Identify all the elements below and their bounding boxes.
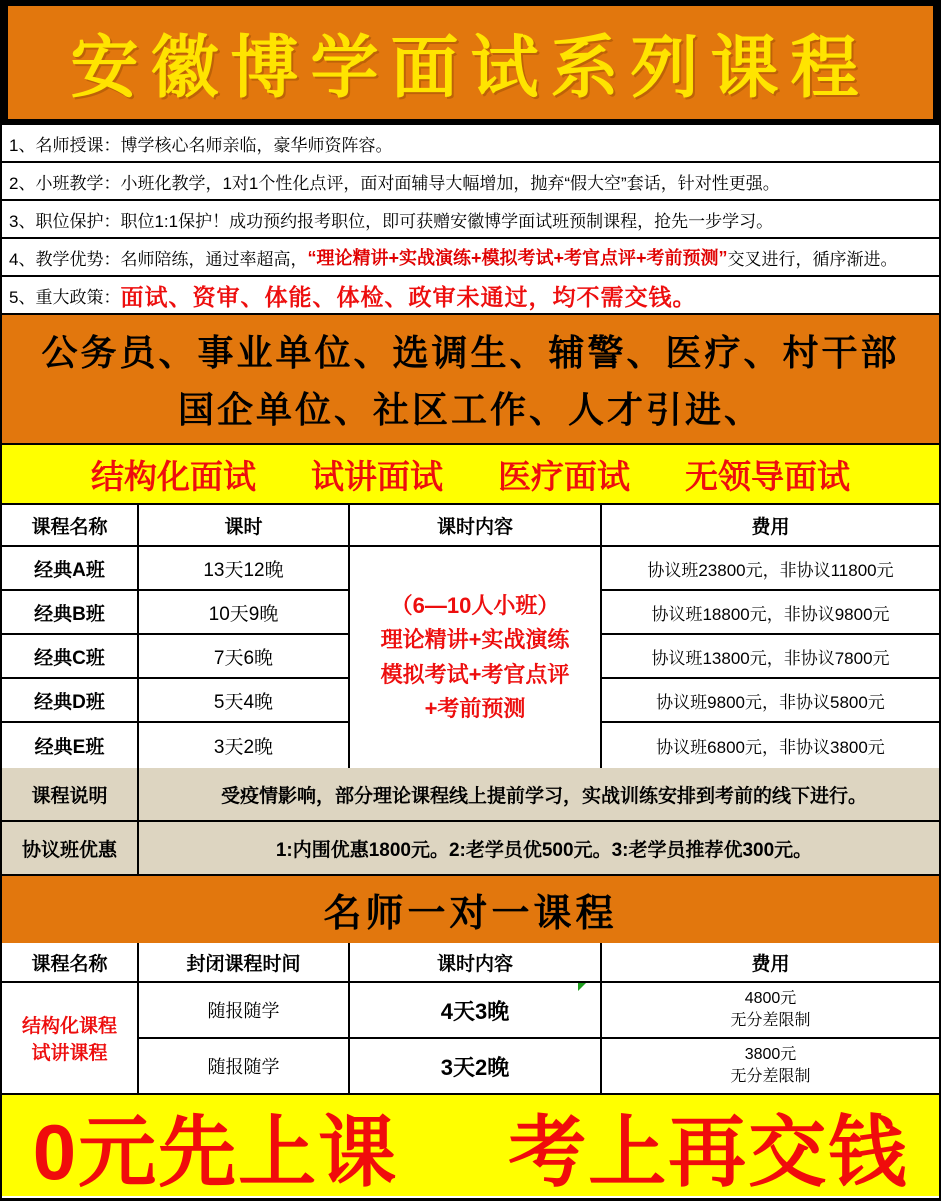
oo-fee-2	[602, 1039, 939, 1093]
feature-label: 1、名师授课：	[9, 135, 121, 155]
col-header-fee: 费用	[602, 505, 939, 545]
note-text-description: 受疫情影响，部分理论课程线上提前学习，实战训练安排到考前的线下进行。	[139, 768, 939, 820]
feature-row-3	[2, 201, 939, 239]
class-name-d: 经典D班	[2, 679, 137, 721]
oo-header-name: 课程名称	[2, 943, 137, 981]
class-name-e: 经典E班	[2, 723, 137, 768]
feature-row-4	[2, 239, 939, 277]
oo-course-names-merged-cell	[2, 983, 137, 1093]
class-duration-c: 7天6晚	[139, 635, 348, 677]
feature-row-2	[2, 163, 939, 201]
jobs-line-1: 公务员、事业单位、选调生、辅警、医疗、村干部	[41, 332, 900, 373]
feature-label: 3、职位保护：	[9, 211, 121, 231]
feature-list	[2, 125, 939, 315]
class-name-a: 经典A班	[2, 547, 137, 589]
content-line-2: 理论精讲+实战演练	[380, 627, 570, 653]
oo-duration-2: 3天2晚	[350, 1039, 600, 1093]
course-table	[2, 505, 939, 768]
content-line-4: +考前预测	[424, 695, 526, 721]
oo-fee-1-note: 无分差限制	[730, 1012, 811, 1029]
class-duration-b: 10天9晚	[139, 591, 348, 633]
type-structured: 结构化面试	[91, 457, 256, 495]
title-banner	[2, 0, 939, 125]
one-on-one-banner	[2, 876, 939, 943]
oo-schedule-2: 随报随学	[139, 1039, 348, 1093]
class-fee-a: 协议班23800元，非协议11800元	[602, 547, 939, 589]
footer-slogan-left: 0元先上课	[32, 1107, 399, 1196]
class-fee-d: 协议班9800元，非协议5800元	[602, 679, 939, 721]
note-label-discount: 协议班优惠	[2, 822, 137, 874]
feature-label: 5、重大政策：	[9, 287, 121, 307]
class-name-b: 经典B班	[2, 591, 137, 633]
feature-text: 职位1:1保护！成功预约报考职位，即可获赠安徽博学面试班预制课程，抢先一步学习。	[120, 211, 774, 231]
footer-slogan-banner	[2, 1095, 939, 1196]
class-fee-b: 协议班18800元，非协议9800元	[602, 591, 939, 633]
feature-text: 小班化教学，1对1个性化点评，面对面辅导大幅增加，抛弃“假大空”套话，针对性更强。	[120, 173, 780, 193]
class-duration-a: 13天12晚	[139, 547, 348, 589]
oo-header-time: 封闭课程时间	[139, 943, 348, 981]
jobs-line-2: 国企单位、社区工作、人才引进、	[177, 389, 763, 430]
interview-types-banner	[2, 443, 939, 505]
feature-suffix: 交叉进行，循序渐进。	[727, 249, 898, 269]
footer-slogan-right: 考上再交钱	[508, 1107, 909, 1196]
feature-row-1	[2, 125, 939, 163]
feature-text: 名师陪练，通过率超高，	[120, 249, 308, 269]
class-duration-d: 5天4晚	[139, 679, 348, 721]
oo-duration-1: 4天3晚	[350, 983, 600, 1037]
col-header-hours: 课时	[139, 505, 348, 545]
oo-header-fee: 费用	[602, 943, 939, 981]
note-label-description: 课程说明	[2, 768, 137, 820]
oo-course-lecture: 试讲课程	[31, 1043, 108, 1064]
class-name-c: 经典C班	[2, 635, 137, 677]
feature-policy-text: 面试、资审、体能、体检、政审未通过，均不需交钱。	[120, 283, 697, 310]
class-duration-e: 3天2晚	[139, 723, 348, 768]
poster-title: 安徽博学面试系列课程	[70, 30, 871, 106]
oo-fee-2-note: 无分差限制	[730, 1068, 811, 1085]
oo-schedule-1: 随报随学	[139, 983, 348, 1037]
oo-course-structured: 结构化课程	[21, 1016, 117, 1037]
cell-flag-icon	[578, 983, 586, 991]
class-fee-e: 协议班6800元，非协议3800元	[602, 723, 939, 768]
content-line-1: （6—10人小班）	[390, 593, 560, 619]
feature-row-5	[2, 277, 939, 315]
oo-fee-2-amount: 3800元	[744, 1045, 797, 1063]
col-header-content: 课时内容	[350, 505, 600, 545]
type-lecture: 试讲面试	[311, 457, 443, 495]
one-on-one-title: 名师一对一课程	[323, 893, 618, 935]
jobs-banner	[2, 315, 939, 443]
oo-fee-1	[602, 983, 939, 1037]
class-fee-c: 协议班13800元，非协议7800元	[602, 635, 939, 677]
course-content-merged-cell	[350, 547, 600, 768]
feature-label: 2、小班教学：	[9, 173, 121, 193]
col-header-name: 课程名称	[2, 505, 137, 545]
type-medical: 医疗面试	[498, 457, 630, 495]
one-on-one-table	[2, 943, 939, 1095]
content-line-3: 模拟考试+考官点评	[380, 661, 570, 687]
feature-highlight: “理论精讲+实战演练+模拟考试+考官点评+考前预测”	[307, 248, 728, 268]
feature-text: 博学核心名师亲临，豪华师资阵容。	[120, 135, 393, 155]
oo-fee-1-amount: 4800元	[744, 989, 797, 1007]
feature-label: 4、教学优势：	[9, 249, 121, 269]
notes-section	[2, 768, 939, 876]
note-text-discount: 1:内围优惠1800元。2:老学员优500元。3:老学员推荐优300元。	[139, 822, 939, 874]
type-leaderless: 无领导面试	[685, 457, 850, 495]
oo-header-content: 课时内容	[350, 943, 600, 981]
